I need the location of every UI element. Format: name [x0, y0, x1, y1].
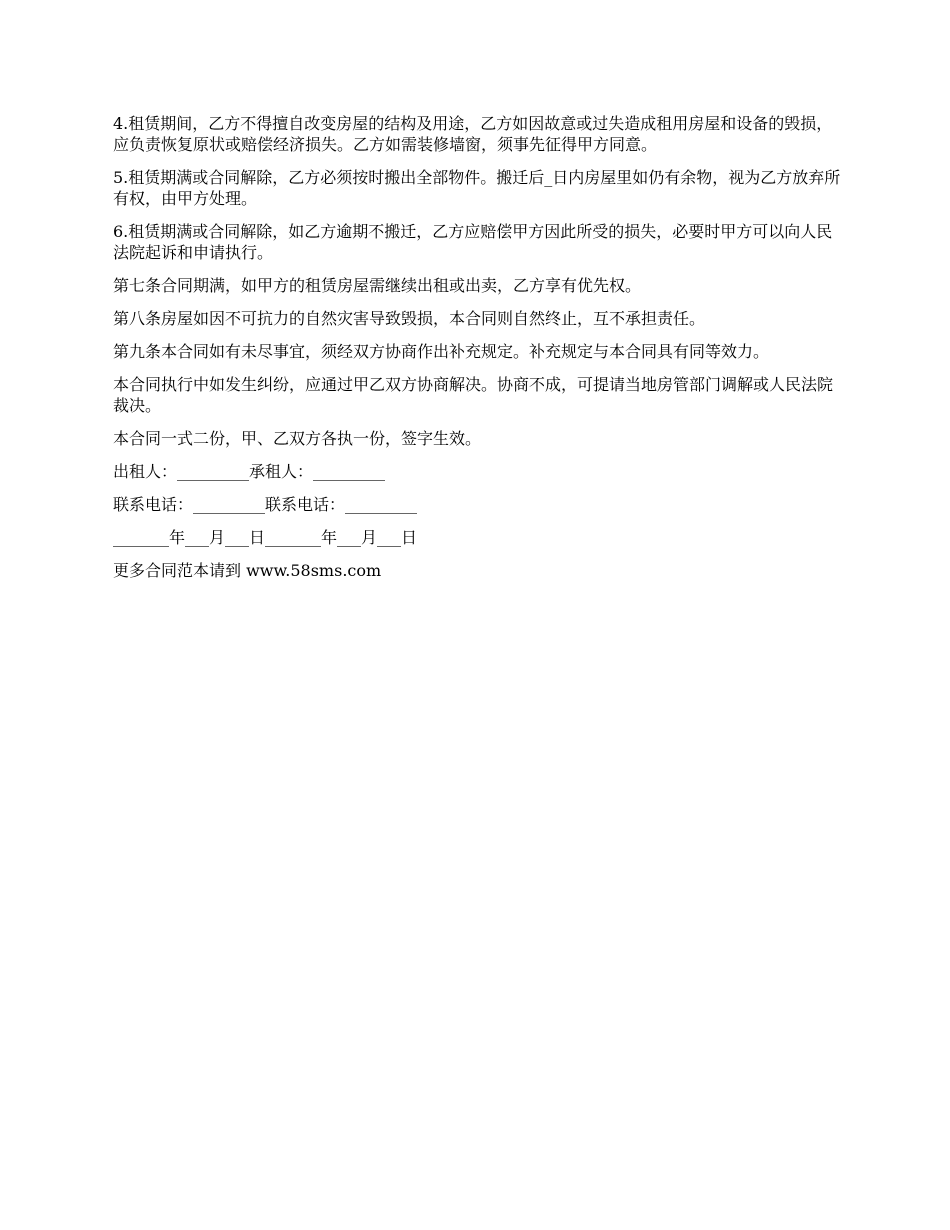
- date-line: _______年___月___日_______年___月___日: [113, 528, 418, 547]
- clause-5-paragraph: 5.租赁期满或合同解除，乙方必须按时搬出全部物件。搬迁后_日内房屋里如仍有余物，视为乙方放弃所有权，由甲方处理。: [113, 168, 841, 208]
- copies-paragraph: 本合同一式二份，甲、乙双方各执一份，签字生效。: [113, 429, 482, 448]
- signature-line: 出租人：_________承租人：_________: [113, 462, 386, 481]
- clause-6-paragraph: 6.租赁期满或合同解除，如乙方逾期不搬迁，乙方应赔偿甲方因此所受的损失，必要时甲方可以向人民法院起诉和申请执行。: [113, 222, 833, 262]
- clause-4-paragraph: 4.租赁期间，乙方不得擅自改变房屋的结构及用途，乙方如因故意或过失造成租用房屋和设备的毁损，应负责恢复原状或赔偿经济损失。乙方如需装修墙窗，须事先征得甲方同意。: [113, 114, 833, 154]
- article-7-paragraph: 第七条合同期满，如甲方的租赁房屋需继续出租或出卖，乙方享有优先权。: [113, 276, 642, 295]
- document-body: [113, 113, 843, 593]
- dispute-paragraph: 本合同执行中如发生纠纷，应通过甲乙双方协商解决。协商不成，可提请当地房管部门调解或人民法院裁决。: [113, 375, 834, 415]
- article-8-paragraph: 第八条房屋如因不可抗力的自然灾害导致毁损，本合同则自然终止，互不承担责任。: [113, 309, 706, 328]
- footer-note: 更多合同范本请到 www.58sms.com: [113, 561, 382, 580]
- article-9-paragraph: 第九条本合同如有未尽事宜，须经双方协商作出补充规定。补充规定与本合同具有同等效力。: [113, 342, 770, 361]
- phone-line: 联系电话：_________联系电话：_________: [113, 495, 418, 514]
